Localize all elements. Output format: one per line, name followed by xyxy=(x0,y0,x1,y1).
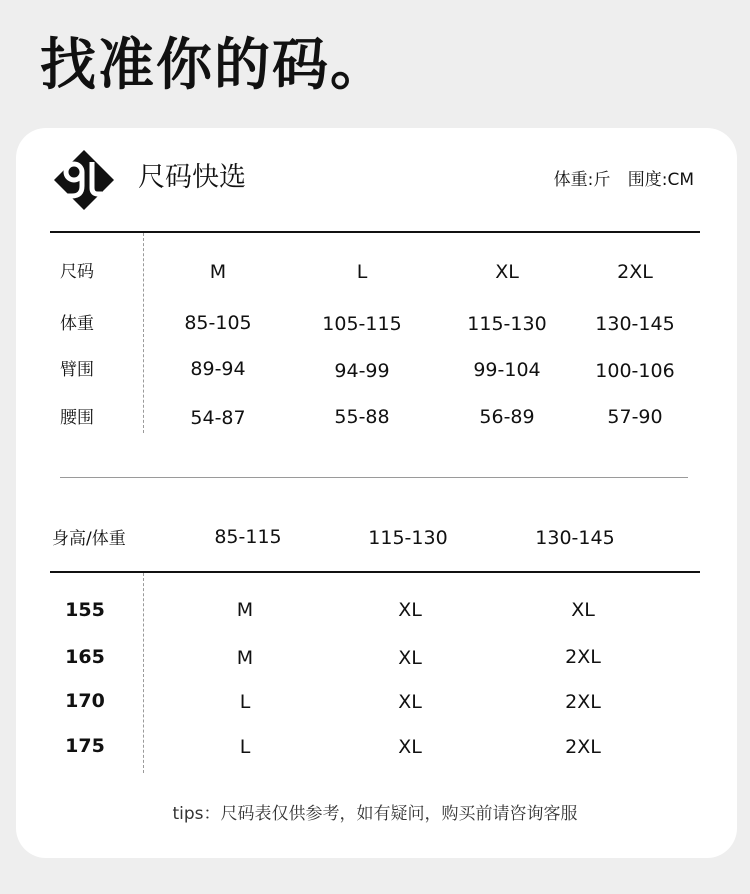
section-divider xyxy=(60,477,688,478)
table2-cell: XL xyxy=(571,599,595,621)
table1-cell: 99-104 xyxy=(473,359,541,381)
table2-cell: XL xyxy=(398,647,422,669)
table2-cell: XL xyxy=(398,736,422,758)
height-label: 155 xyxy=(65,599,105,621)
page-headline: 找准你的码。 xyxy=(40,33,388,98)
table1-cell: 85-105 xyxy=(184,312,252,334)
table1-cell: 89-94 xyxy=(190,358,246,380)
table1-header-label: 尺码 xyxy=(60,262,94,282)
table2-cell: XL xyxy=(398,599,422,621)
height-label: 165 xyxy=(65,646,105,668)
table2-cell: M xyxy=(236,599,254,621)
table2-cell: L xyxy=(239,691,251,713)
table2-top-rule xyxy=(50,571,700,573)
weight-header: 115-130 xyxy=(368,527,448,549)
table1-cell: 94-99 xyxy=(334,360,390,382)
table2-cell: 2XL xyxy=(565,646,601,668)
brand-logo-icon xyxy=(52,148,116,212)
table1-cell: 56-89 xyxy=(479,406,535,428)
table2-cell: 2XL xyxy=(565,691,601,713)
table1-row-label: 腰围 xyxy=(60,408,94,428)
size-header: 2XL xyxy=(617,261,653,283)
unit-note xyxy=(542,168,694,192)
card-title: 尺码快选 xyxy=(138,162,246,193)
table2-cell: XL xyxy=(398,691,422,713)
table1-cell: 55-88 xyxy=(334,406,390,428)
weight-header: 130-145 xyxy=(535,527,615,549)
table2-header-label: 身高/体重 xyxy=(52,529,126,549)
table1-column-divider xyxy=(143,233,144,433)
table1-cell: 115-130 xyxy=(467,313,547,335)
table2-cell: L xyxy=(239,736,251,758)
height-label: 170 xyxy=(65,690,105,712)
table1-cell: 54-87 xyxy=(190,407,246,429)
table1-row-label: 体重 xyxy=(60,314,94,334)
weight-header: 85-115 xyxy=(214,526,282,548)
unit-weight: 体重:斤 xyxy=(553,170,611,190)
table1-cell: 57-90 xyxy=(607,406,663,428)
table2-cell: 2XL xyxy=(565,736,601,758)
tips-note: tips：尺码表仅供参考，如有疑问，购买前请咨询客服 xyxy=(172,804,578,824)
table1-top-rule xyxy=(50,231,700,233)
table1-cell: 100-106 xyxy=(595,360,675,382)
size-header: XL xyxy=(495,261,519,283)
size-header: L xyxy=(356,261,368,283)
unit-measure: 围度:CM xyxy=(627,170,694,190)
table2-cell: M xyxy=(236,647,254,669)
size-header: M xyxy=(209,261,227,283)
table1-cell: 105-115 xyxy=(322,313,402,335)
table1-cell: 130-145 xyxy=(595,313,675,335)
table2-column-divider xyxy=(143,573,144,773)
height-label: 175 xyxy=(65,735,105,757)
table1-row-label: 臂围 xyxy=(60,360,94,380)
